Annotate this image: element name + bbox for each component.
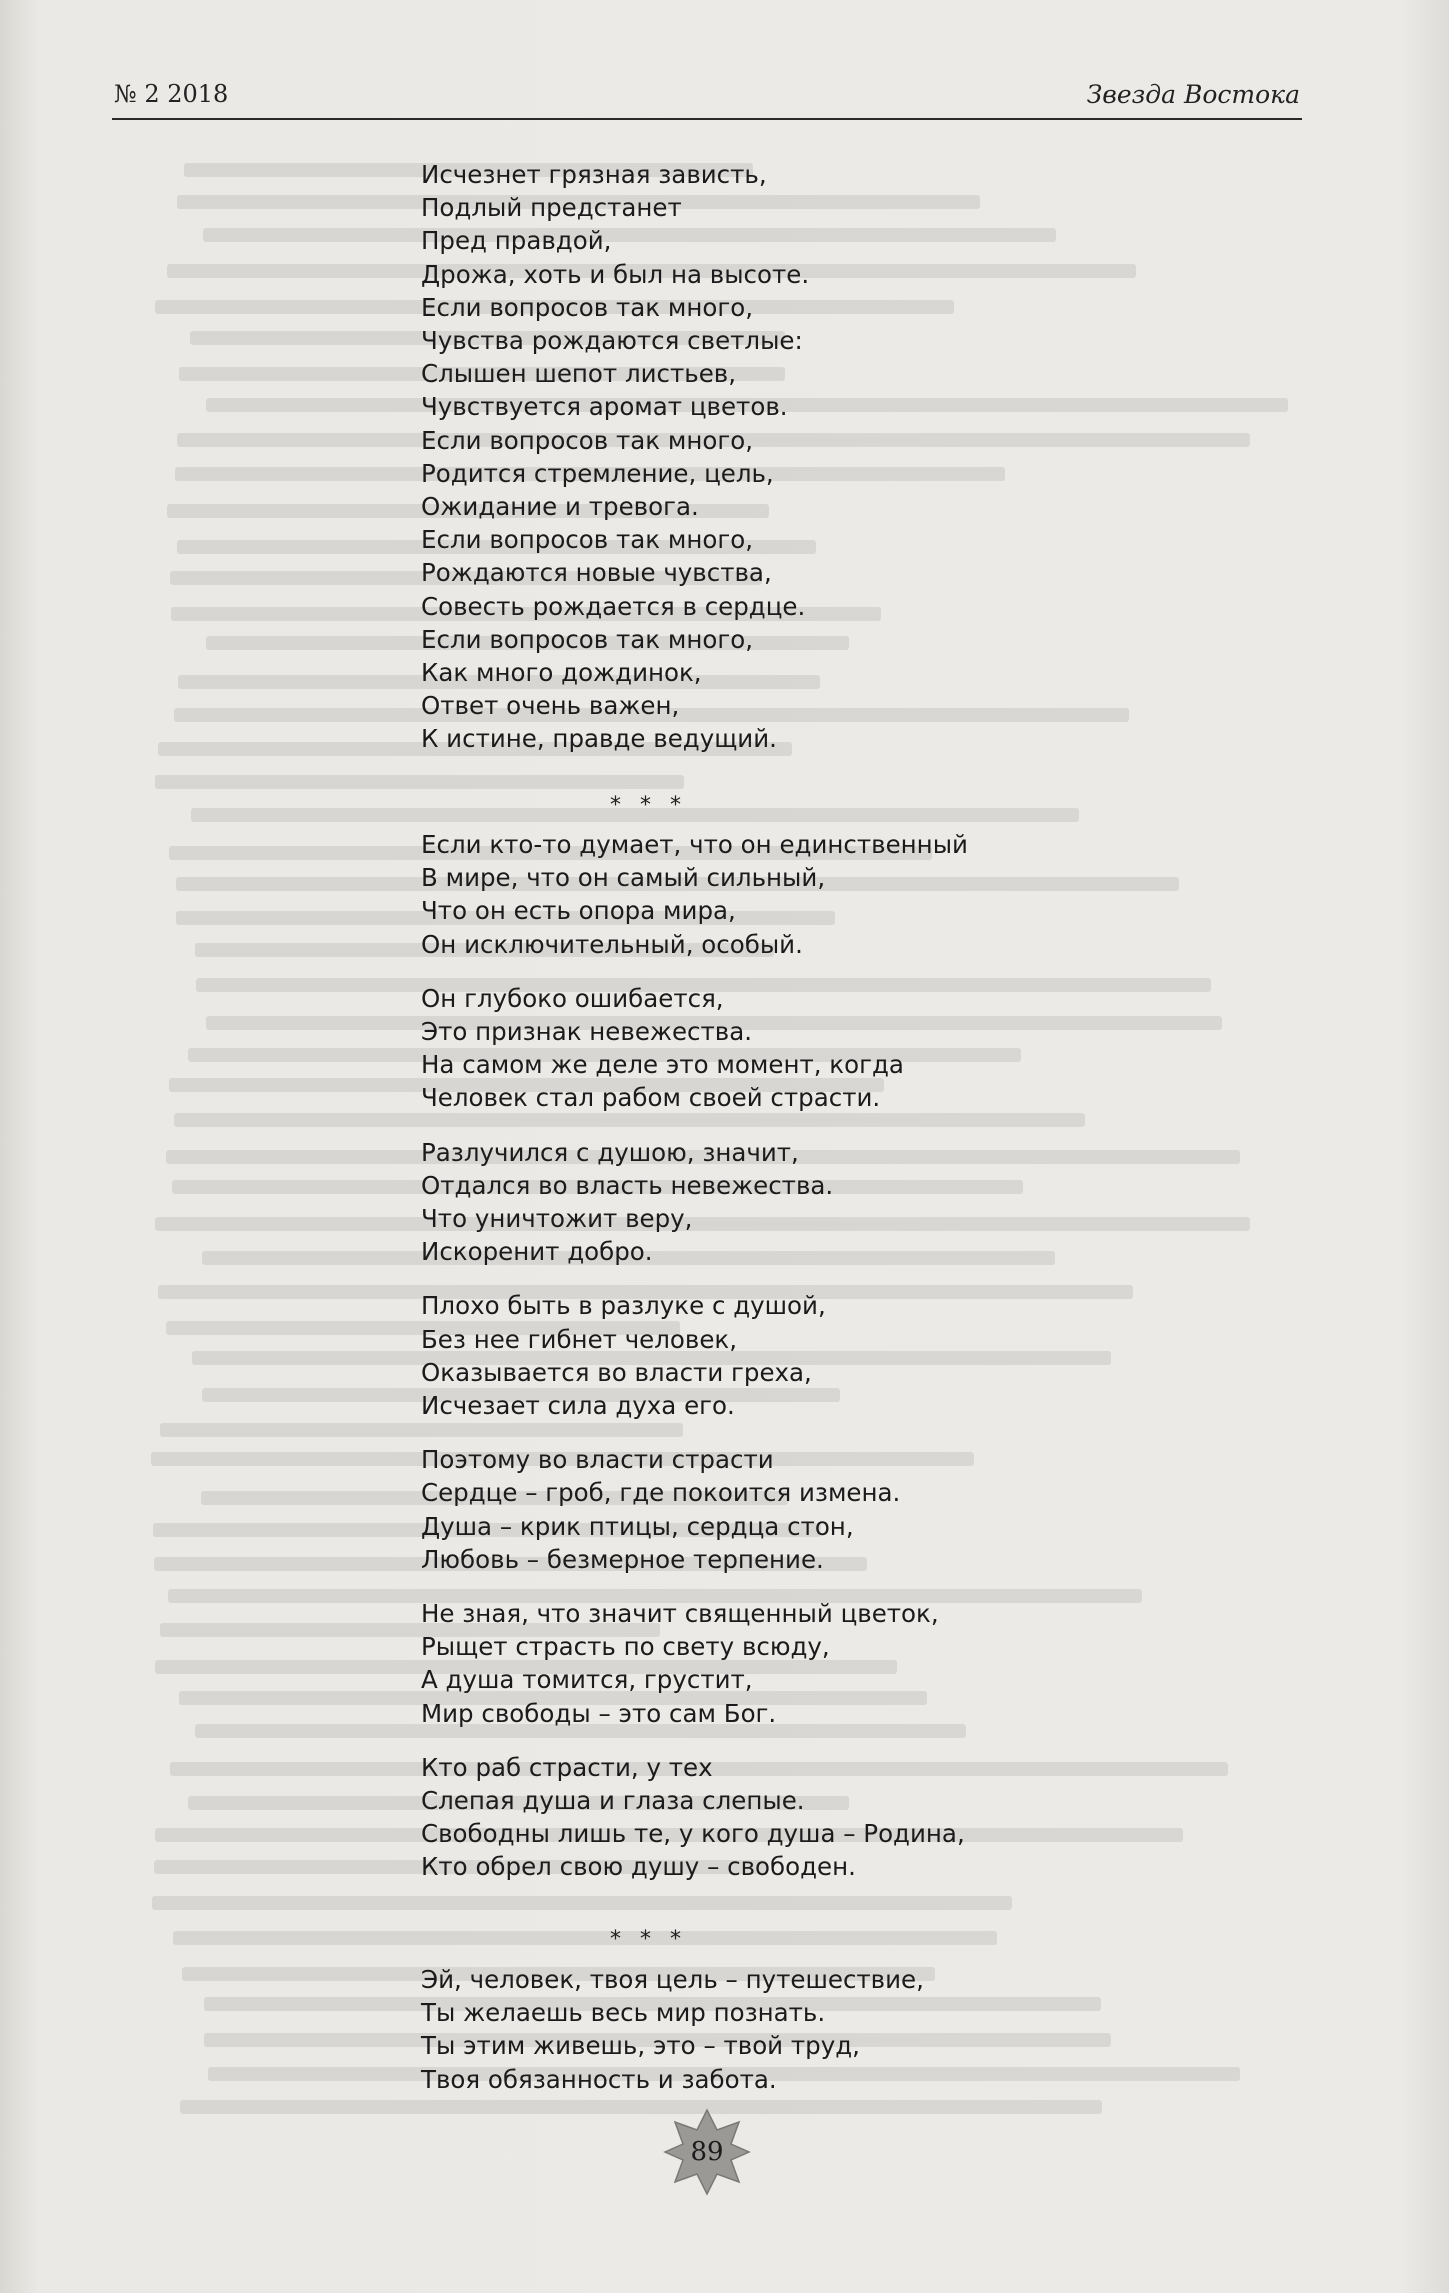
stanza: [421, 1963, 1281, 2096]
poem-line: Если вопросов так много,: [421, 624, 754, 654]
poem-line: Отдался во власть невежества.: [421, 1170, 834, 1200]
stanza: [421, 1443, 1281, 1576]
poem-line: Кто обрел свою душу – свободен.: [421, 1852, 856, 1882]
poem-line: Если кто-то думает, что он единственный: [421, 830, 968, 859]
stanza: [421, 1597, 1281, 1730]
stanza: [421, 1751, 1281, 1884]
stanza-separator: * * *: [610, 793, 687, 818]
stanza: [421, 1136, 1281, 1269]
poem-line: Твоя обязанность и забота.: [421, 2064, 777, 2094]
poem-line: Ответ очень важен,: [421, 691, 680, 721]
poem-line: Эй, человек, твоя цель – путешествие,: [421, 1965, 924, 1994]
ghost-line: [173, 1931, 997, 1945]
poem-line: Мир свободы – это сам Бог.: [421, 1698, 777, 1728]
poem-line: Любовь – безмерное терпение.: [421, 1544, 824, 1574]
poem-line: Рыщет страсть по свету всюду,: [421, 1632, 830, 1662]
page-number: 89: [690, 2137, 724, 2167]
issue-label: № 2 2018: [114, 80, 229, 108]
poem-line: Ты желаешь весь мир познать.: [421, 1998, 826, 2028]
running-header: [112, 78, 1302, 120]
poem-section-1: [421, 158, 1281, 777]
poem-line: В мире, что он самый сильный,: [421, 863, 826, 893]
poem-line: Исчезает сила духа его.: [421, 1391, 735, 1421]
poem-line: К истине, правде ведущий.: [421, 724, 777, 754]
poem-line: Чувствуется аромат цветов.: [421, 392, 788, 422]
poem-line: Пред правдой,: [421, 226, 612, 256]
poem-line: Душа – крик птицы, сердца стон,: [421, 1511, 854, 1541]
poem-line: Поэтому во власти страсти: [421, 1445, 774, 1475]
poem-line: А душа томится, грустит,: [421, 1665, 753, 1695]
poem-line: Родится стремление, цель,: [421, 458, 774, 488]
poem-line: Слышен шепот листьев,: [421, 359, 737, 389]
poem-line: Сердце – гроб, где покоится измена.: [421, 1478, 901, 1508]
poem-line: Плохо быть в разлуке с душой,: [421, 1291, 826, 1321]
poem-line: Ты этим живешь, это – твой труд,: [421, 2031, 860, 2061]
stanza: [421, 1289, 1281, 1422]
poem-section-3: [421, 1963, 1281, 2117]
poem-line: Человек стал рабом своей страсти.: [421, 1083, 881, 1113]
poem-line: Разлучился с душою, значит,: [421, 1137, 799, 1167]
poem-line: Если вопросов так много,: [421, 425, 754, 455]
poem-line: Чувства рождаются светлые:: [421, 326, 803, 356]
stanza: [421, 828, 1281, 961]
poem-line: Ожидание и тревога.: [421, 492, 699, 522]
journal-title: Звезда Востока: [1086, 80, 1300, 109]
stanza: [421, 982, 1281, 1115]
ghost-line: [155, 775, 684, 789]
poem-line: Если вопросов так много,: [421, 525, 754, 555]
poem-line: Свободны лишь те, у кого душа – Родина,: [421, 1819, 965, 1849]
poem-line: Совесть рождается в сердце.: [421, 591, 806, 621]
poem-line: Слепая душа и глаза слепые.: [421, 1786, 805, 1816]
poem-line: Это признак невежества.: [421, 1017, 753, 1047]
stanza-separator: * * *: [610, 1927, 687, 1952]
poem-line: Дрожа, хоть и был на высоте.: [421, 259, 810, 289]
poem-line: Не зная, что значит священный цветок,: [421, 1599, 939, 1629]
poem-line: Он глубоко ошибается,: [421, 983, 724, 1013]
poem-line: Оказывается во власти греха,: [421, 1357, 812, 1387]
page-number-badge: [663, 2108, 751, 2196]
poem-section-2: [421, 828, 1281, 1905]
poem-line: Искоренит добро.: [421, 1237, 653, 1267]
poem-line: Он исключительный, особый.: [421, 929, 803, 959]
poem-line: Что он есть опора мира,: [421, 896, 736, 926]
stanza: [421, 158, 1281, 756]
poem-line: На самом же деле это момент, когда: [421, 1050, 904, 1080]
poem-line: Как много дождинок,: [421, 658, 702, 688]
poem-line: Без нее гибнет человек,: [421, 1324, 737, 1354]
poem-line: Что уничтожит веру,: [421, 1204, 693, 1234]
poem-line: Кто раб страсти, у тех: [421, 1752, 713, 1782]
poem-line: Если вопросов так много,: [421, 292, 754, 322]
poem-line: Подлый предстанет: [421, 193, 682, 223]
poem-line: Рождаются новые чувства,: [421, 558, 772, 588]
poem-line: Исчезнет грязная зависть,: [421, 160, 767, 189]
